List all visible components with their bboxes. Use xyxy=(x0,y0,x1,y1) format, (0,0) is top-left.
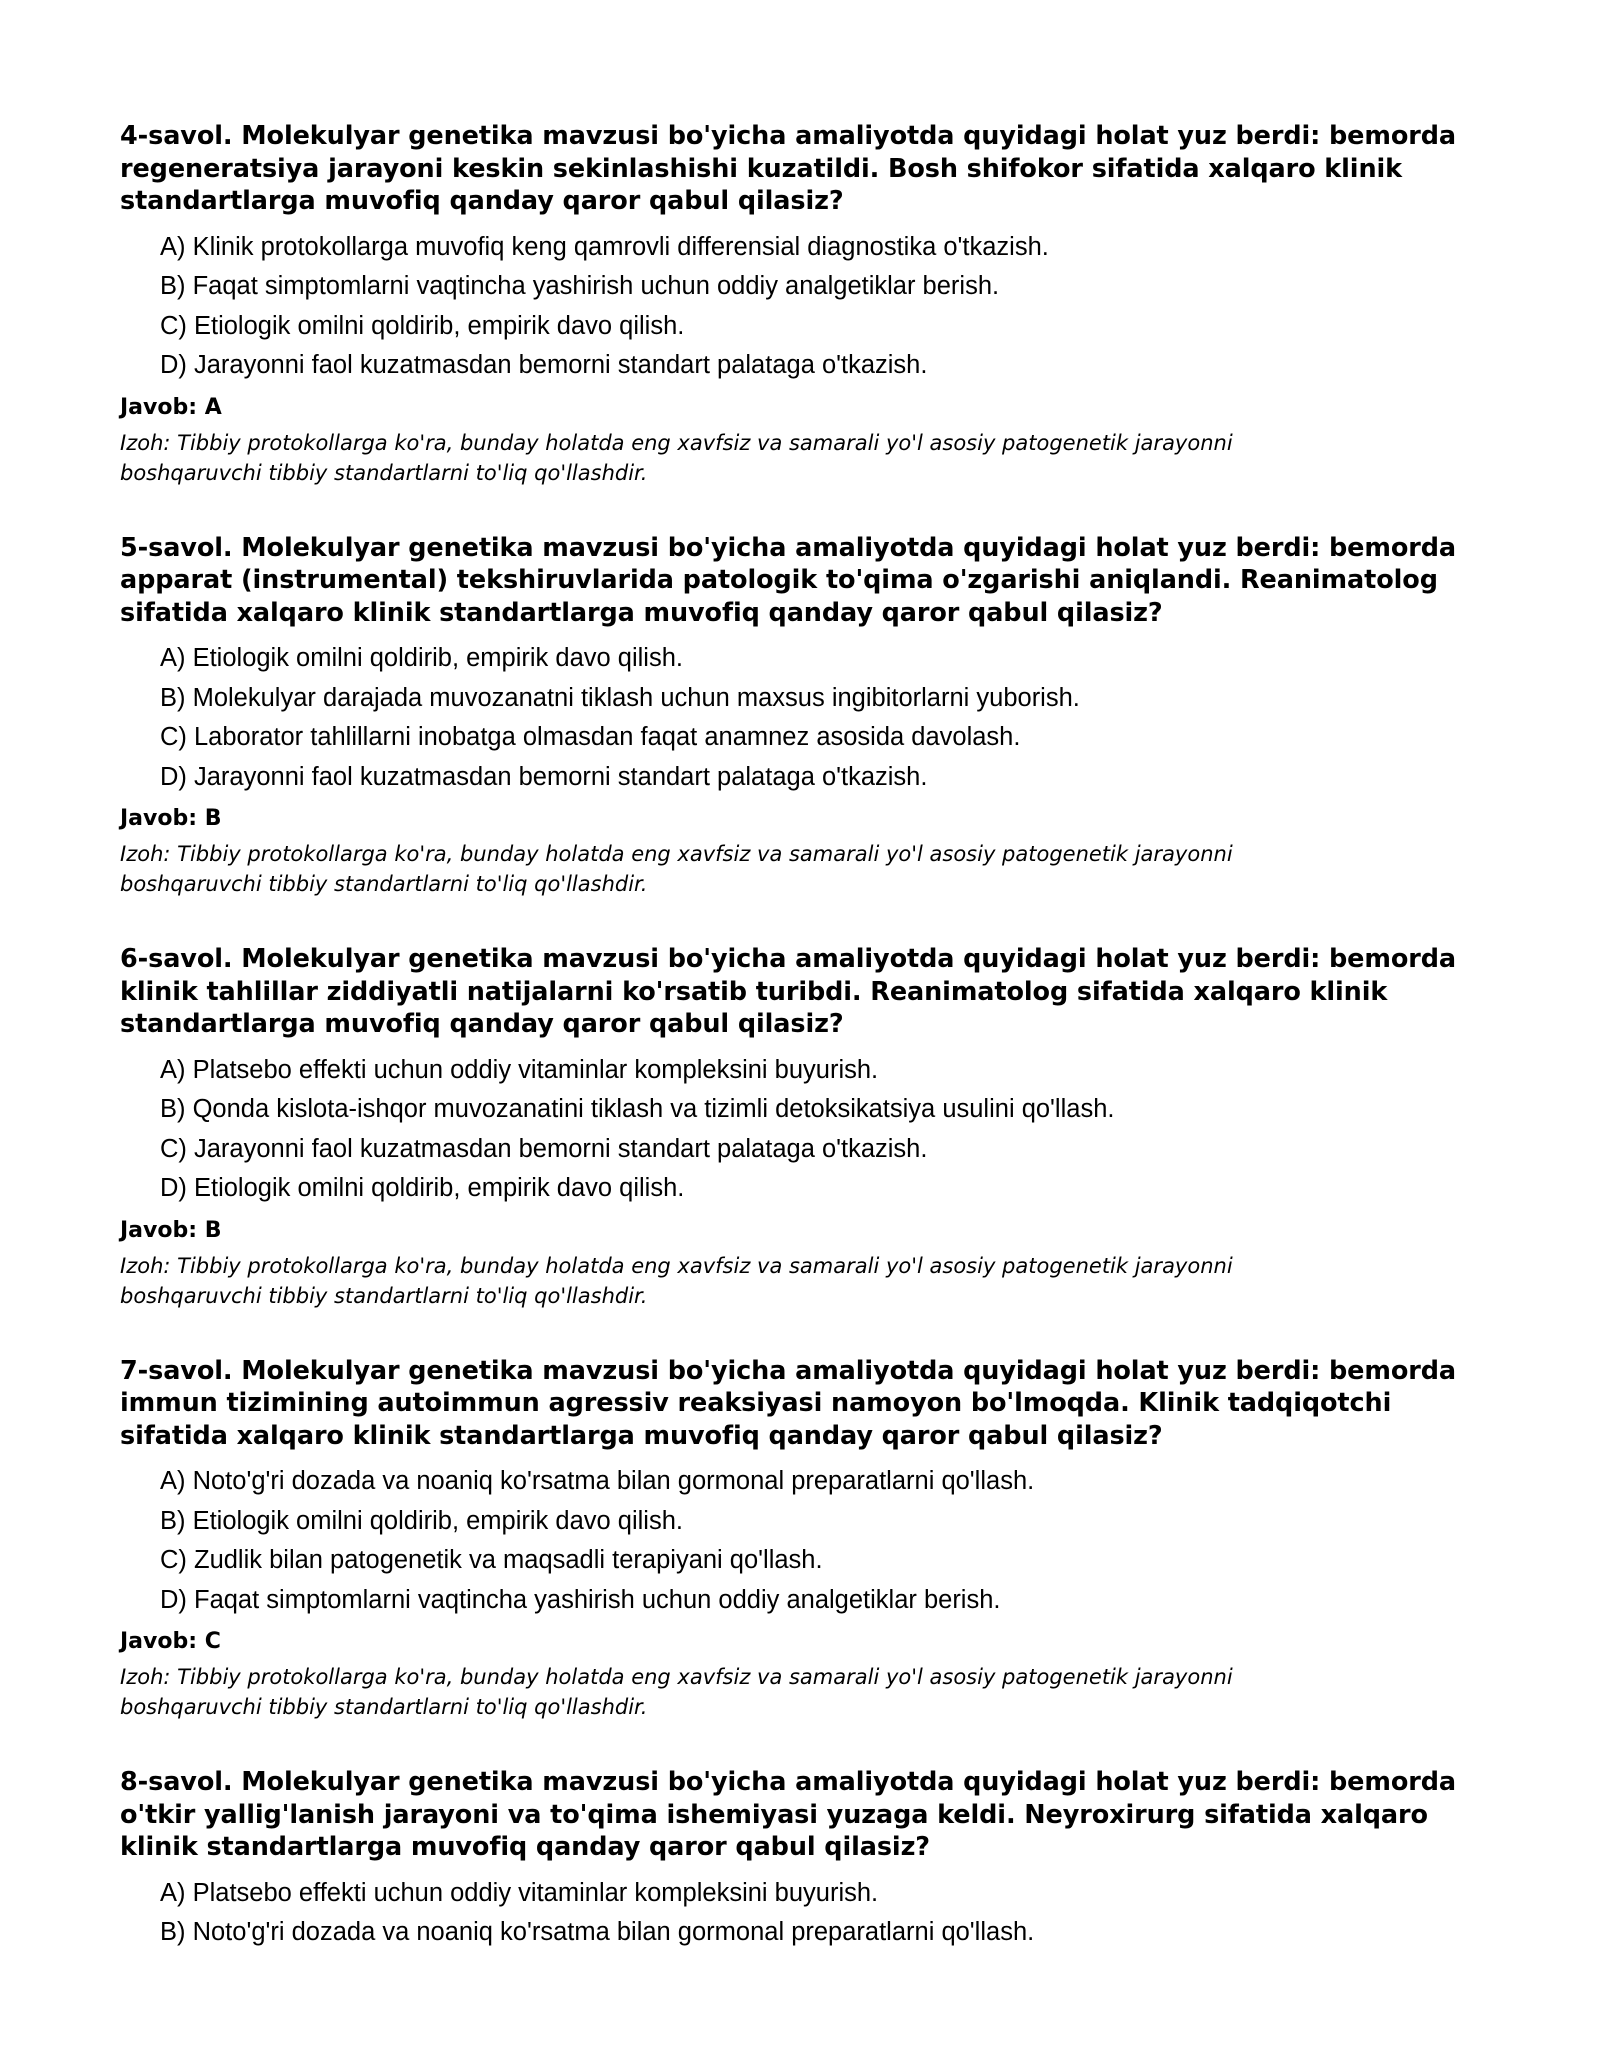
options-list xyxy=(120,1462,1480,1620)
question-title: 6-savol. Molekulyar genetika mavzusi bo'yicha amaliyotda quyidagi holat yuz berdi: bemorda klinik tahlillar ziddiyatli natijalarni ko'rsatib turibdi. Reanimatolog sifatida xalqaro klinik standartlarga muvofiq qanday qaror qabul qilasiz? xyxy=(120,944,1456,1039)
option-b: B) Qonda kislota-ishqor muvozanatini tiklash va tizimli detoksikatsiya usulini qo'llash. xyxy=(160,1095,1115,1123)
option-a: A) Platsebo effekti uchun oddiy vitaminlar kompleksini buyurish. xyxy=(160,1055,879,1084)
option-b: B) Faqat simptomlarni vaqtincha yashirish uchun oddiy analgetiklar berish. xyxy=(160,272,1000,300)
option-c: C) Etiologik omilni qoldirib, empirik davo qilish. xyxy=(160,311,685,340)
question-6 xyxy=(120,943,1480,1311)
question-title: 8-savol. Molekulyar genetika mavzusi bo'yicha amaliyotda quyidagi holat yuz berdi: bemorda o'tkir yallig'lanish jarayoni va to'qima ishemiyasi yuzaga keldi. Neyroxirurg sifatida xalqaro klinik standartlarga muvofiq qanday qaror qabul qilasiz? xyxy=(120,1767,1456,1862)
option-b: B) Noto'g'ri dozada va noaniq ko'rsatma bilan gormonal preparatlarni qo'llash. xyxy=(160,1918,1035,1946)
question-4 xyxy=(120,120,1480,488)
answer-label: Javob: B xyxy=(120,1217,222,1243)
question-title: 5-savol. Molekulyar genetika mavzusi bo'yicha amaliyotda quyidagi holat yuz berdi: bemorda apparat (instrumental) tekshiruvlarida patologik to'qima o'zgarishi aniqlandi. Reanimatolog sifatida xalqaro klinik standartlarga muvofiq qanday qaror qabul qilasiz? xyxy=(120,532,1456,628)
explanation-note: Izoh: Tibbiy protokollarga ko'ra, bunday holatda eng xavfsiz va samarali yo'l asosiy patogenetik jarayonni boshqaruvchi tibbiy standartlarni to'liq qo'llashdir. xyxy=(120,430,1233,485)
explanation-note: Izoh: Tibbiy protokollarga ko'ra, bunday holatda eng xavfsiz va samarali yo'l asosiy patogenetik jarayonni boshqaruvchi tibbiy standartlarni to'liq qo'llashdir. xyxy=(120,1665,1233,1719)
explanation-note: Izoh: Tibbiy protokollarga ko'ra, bunday holatda eng xavfsiz va samarali yo'l asosiy patogenetik jarayonni boshqaruvchi tibbiy standartlarni to'liq qo'llashdir. xyxy=(120,1253,1233,1308)
options-list xyxy=(120,639,1480,797)
option-d: D) Faqat simptomlarni vaqtincha yashirish uchun oddiy analgetiklar berish. xyxy=(160,1585,1001,1614)
option-c: C) Jarayonni faol kuzatmasdan bemorni standart palataga o'tkazish. xyxy=(160,1134,928,1163)
option-d: D) Jarayonni faol kuzatmasdan bemorni standart palataga o'tkazish. xyxy=(160,762,928,791)
answer-label: Javob: A xyxy=(120,394,222,420)
question-title: 4-savol. Molekulyar genetika mavzusi bo'yicha amaliyotda quyidagi holat yuz berdi: bemorda regeneratsiya jarayoni keskin sekinlashishi kuzatildi. Bosh shifokor sifatida xalqaro klinik standartlarga muvofiq qanday qaror qabul qilasiz? xyxy=(120,121,1456,216)
answer-label: Javob: B xyxy=(120,806,222,831)
option-a: A) Noto'g'ri dozada va noaniq ko'rsatma bilan gormonal preparatlarni qo'llash. xyxy=(160,1467,1035,1495)
option-a: A) Platsebo effekti uchun oddiy vitaminlar kompleksini buyurish. xyxy=(160,1878,879,1907)
option-a: A) Klinik protokollarga muvofiq keng qamrovli differensial diagnostika o'tkazish. xyxy=(160,232,1049,261)
question-title: 7-savol. Molekulyar genetika mavzusi bo'yicha amaliyotda quyidagi holat yuz berdi: bemorda immun tizimining autoimmun agressiv reaksiyasi namoyon bo'lmoqda. Klinik tadqiqotchi sifatida xalqaro klinik standartlarga muvofiq qanday qaror qabul qilasiz? xyxy=(120,1355,1456,1451)
options-list xyxy=(120,1051,1480,1209)
explanation-note: Izoh: Tibbiy protokollarga ko'ra, bunday holatda eng xavfsiz va samarali yo'l asosiy patogenetik jarayonni boshqaruvchi tibbiy standartlarni to'liq qo'llashdir. xyxy=(120,842,1233,896)
answer-label: Javob: C xyxy=(120,1629,221,1654)
options-list xyxy=(120,228,1480,386)
option-d: D) Etiologik omilni qoldirib, empirik davo qilish. xyxy=(160,1174,685,1202)
option-a: A) Etiologik omilni qoldirib, empirik davo qilish. xyxy=(160,644,683,672)
option-c: C) Laborator tahlillarni inobatga olmasdan faqat anamnez asosida davolash. xyxy=(160,723,1021,751)
option-c: C) Zudlik bilan patogenetik va maqsadli terapiyani qo'llash. xyxy=(160,1546,823,1574)
options-list xyxy=(120,1874,1480,1953)
question-7 xyxy=(120,1355,1480,1723)
question-8 xyxy=(120,1766,1480,1953)
document-page xyxy=(120,120,1480,1997)
option-d: D) Jarayonni faol kuzatmasdan bemorni standart palataga o'tkazish. xyxy=(160,351,928,379)
question-5 xyxy=(120,532,1480,900)
option-b: B) Molekulyar darajada muvozanatni tiklash uchun maxsus ingibitorlarni yuborish. xyxy=(160,683,1080,712)
option-b: B) Etiologik omilni qoldirib, empirik davo qilish. xyxy=(160,1506,683,1535)
